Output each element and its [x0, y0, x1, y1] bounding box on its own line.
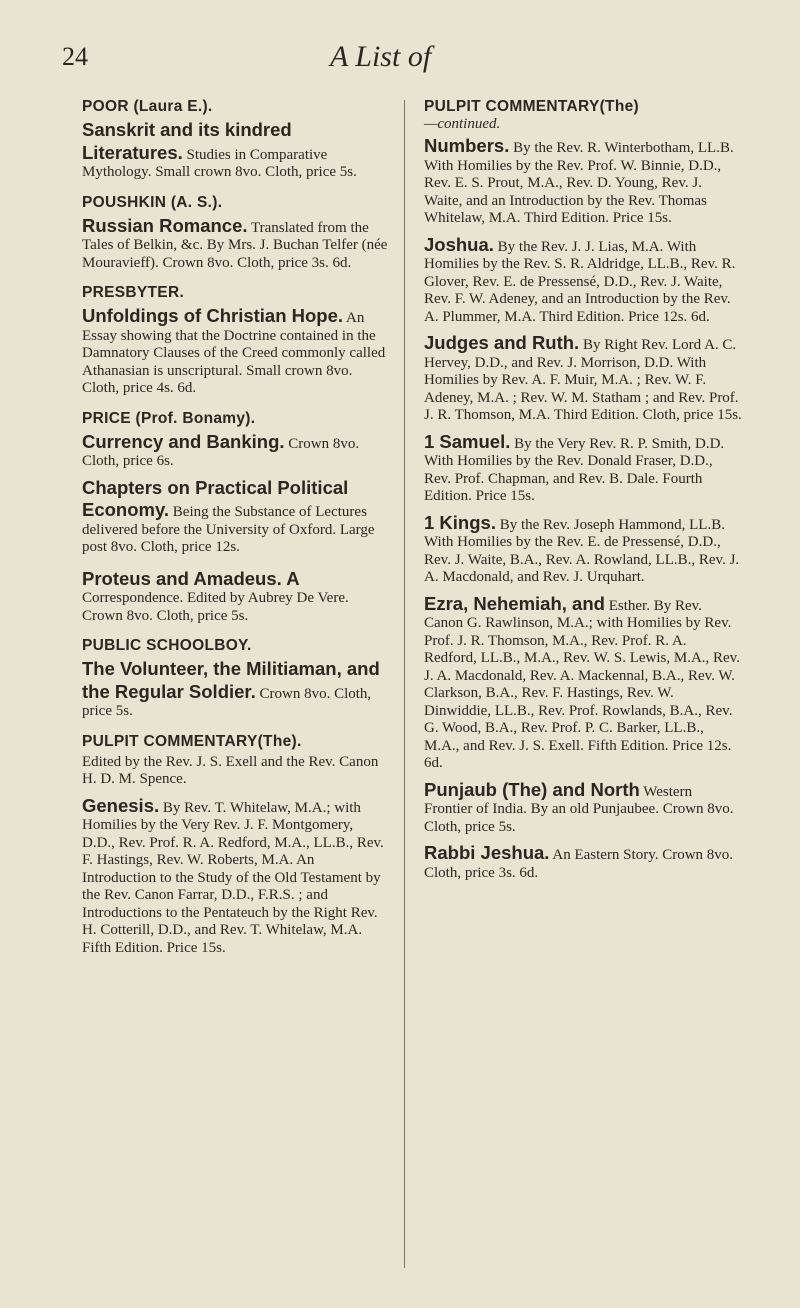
catalogue-entry	[82, 568, 388, 626]
entry-description: By the Rev. R. Winterbotham, LL.B. With Homilies by the Rev. Prof. W. Binnie, D.D., Rev. E. S. Prout, M.A., Rev. D. Young, Rev. J. Waite, and an Introduction by the Rev. Thomas Whitelaw, M.A. Third Edition. Price 15s.	[424, 140, 734, 226]
catalogue-entry	[82, 305, 388, 398]
entry-title: Ezra, Nehemiah, and	[424, 592, 605, 614]
catalogue-entry	[424, 842, 742, 882]
page-header	[0, 40, 800, 84]
author-heading: PRICE (Prof. Bonamy).	[82, 409, 256, 427]
entry-description: By the Rev. Joseph Hammond, LL.B. With Homilies by the Rev. E. de Pressensé, D.D., Rev. J. Waite, B.A., Rev. A. Rowland, LL.B., Rev. J. A. Macdonald, and Rev. J. Urquhart.	[424, 516, 740, 585]
entry-description: Esther. By Rev. Canon G. Rawlinson, M.A.; with Homilies by Rev. Prof. J. R. Thomson, M.A., Rev. Prof. R. A. Redford, LL.B., M.A., Rev. W. S. Lewis, M.A., Rev. J. A. Macdonald, Rev. A. Mackennal, B.A., Rev. W. Clarkson, B.A., Rev. F. Hastings, Rev. W. Dinwiddie, LL.B., Rev. Prof. Rowlands, B.A., Rev. G. Wood, B.A., Rev. Prof. P. C. Barker, LL.B., M.A., and Rev. J. S. Exell. Fifth Edition. Price 12s. 6d.	[424, 597, 740, 771]
author-heading: PUBLIC SCHOOLBOY.	[82, 637, 252, 654]
catalogue-entry	[424, 234, 742, 327]
author-heading: PRESBYTER.	[82, 284, 185, 301]
entry-title: Numbers.	[424, 135, 510, 156]
catalogue-entry	[82, 119, 388, 182]
entry-title: Proteus and Amadeus. A	[82, 567, 300, 589]
entry-description: By the Rev. J. J. Lias, M.A. With Homilies by the Rev. S. R. Aldridge, LL.B., Rev. R. Glover, Rev. E. de Pressensé, D.D., Rev. J. Waite, Rev. F. W. Adeney, and an Introduction by the Rev. A. Plummer, M.A. Third Edition. Price 12s. 6d.	[424, 238, 736, 325]
author-heading: PULPIT COMMENTARY(The).	[82, 732, 302, 750]
catalogue-entry	[424, 135, 742, 228]
entry-description: Western Frontier of India. By an old Punjaubee. Crown 8vo. Cloth, price 5s.	[424, 783, 734, 835]
entry-title: Russian Romance.	[82, 214, 248, 236]
entry-title: Chapters on Practical Political Economy.	[82, 476, 349, 520]
continued-note: —continued.	[424, 116, 501, 132]
entry-description: By the Very Rev. R. P. Smith, D.D. With Homilies by the Rev. Donald Fraser, D.D., Rev. Prof. Chapman, and Rev. B. Dale. Fourth Edition. Price 15s.	[424, 435, 725, 504]
catalogue-entry	[424, 512, 742, 587]
author-heading: POUSHKIN (A. S.).	[82, 193, 223, 211]
entry-description: By Rev. T. Whitelaw, M.A.; with Homilies by the Very Rev. J. F. Montgomery, D.D., Rev. Prof. R. A. Redford, M.A., LL.B., Rev. F. Hastings, Rev. W. Roberts, M.A. An Introduction to the Study of the Old Testament by the Rev. Canon Farrar, D.D., F.R.S. ; and Introductions to the Pentateuch by the Right Rev. H. Cotterill, D.D., and Rev. T. Whitelaw, M.A. Fifth Edition. Price 15s.	[82, 799, 384, 956]
catalogue-entry	[424, 593, 742, 773]
author-block	[82, 97, 388, 182]
author-block	[82, 193, 388, 273]
entry-description: By Right Rev. Lord A. C. Hervey, D.D., and Rev. J. Morrison, D.D. With Homilies by Rev. A. F. Muir, M.A. ; Rev. W. F. Adeney, M.A. ; Rev. W. M. Statham ; and Rev. Prof. J. R. Thomson, M.A. Third Edition. Cloth, price 15s.	[424, 337, 742, 423]
catalogue-entry	[424, 332, 742, 425]
entry-title: Unfoldings of Christian Hope.	[82, 305, 344, 326]
entry-description: An Essay showing that the Doctrine contained in the Damnatory Clauses of the Creed commonly called Athanasian is unscriptural. Small crown 8vo. Cloth, price 4s. 6d.	[82, 310, 386, 396]
entry-description: Correspondence. Edited by Aubrey De Vere. Crown 8vo. Cloth, price 5s.	[82, 590, 349, 624]
catalogue-entry	[424, 779, 742, 837]
entry-title: Punjaub (The) and North	[424, 778, 640, 800]
entry-title: Currency and Banking.	[82, 430, 285, 452]
column-divider	[404, 100, 405, 1268]
entry-title: Joshua.	[424, 233, 494, 255]
catalogue-entry	[82, 795, 388, 958]
entry-description: Crown 8vo. Cloth, price 6s.	[82, 435, 360, 469]
entry-description: Studies in Comparative Mythology. Small crown 8vo. Cloth, price 5s.	[82, 146, 357, 180]
entry-description: Crown 8vo. Cloth, price 5s.	[82, 685, 372, 719]
page-number: 24	[62, 42, 88, 71]
catalogue-entry	[82, 431, 388, 471]
author-block	[82, 409, 388, 557]
entry-description: Edited by the Rev. J. S. Exell and the Rev. Canon H. D. M. Spence.	[82, 753, 379, 787]
catalogue-entry	[82, 215, 388, 273]
catalogue-entry	[82, 754, 388, 789]
catalogue-entry	[424, 431, 742, 506]
entry-title: 1 Samuel.	[424, 430, 511, 452]
author-block	[82, 283, 388, 398]
author-block	[82, 732, 388, 958]
entry-description: An Eastern Story. Crown 8vo. Cloth, price 3s. 6d.	[424, 847, 734, 881]
entry-title: 1 Kings.	[424, 511, 496, 533]
author-block	[82, 636, 388, 721]
section-author: PULPIT COMMENTARY(The)	[424, 98, 639, 115]
catalogue-entry	[82, 477, 388, 557]
entry-list	[424, 135, 742, 882]
entry-title: Genesis.	[82, 794, 160, 816]
catalogue-entry	[82, 658, 388, 721]
author-block	[82, 568, 388, 626]
right-column	[424, 97, 742, 888]
left-column	[82, 97, 388, 968]
entry-description: Translated from the Tales of Belkin, &c. By Mrs. J. Buchan Telfer (née Mouravieff). Crown 8vo. Cloth, price 3s. 6d.	[82, 219, 388, 271]
entry-title: Judges and Ruth.	[424, 332, 580, 353]
entry-description: Being the Substance of Lectures delivered before the University of Oxford. Large post 8vo. Cloth, price 12s.	[82, 504, 375, 555]
entry-title: The Volunteer, the Militiaman, and the Regular Soldier.	[82, 658, 380, 702]
running-title: A List of	[330, 40, 432, 73]
entry-title: Sanskrit and its kindred Literatures.	[82, 119, 292, 163]
author-heading: POOR (Laura E.).	[82, 98, 213, 115]
entry-title: Rabbi Jeshua.	[424, 842, 550, 863]
